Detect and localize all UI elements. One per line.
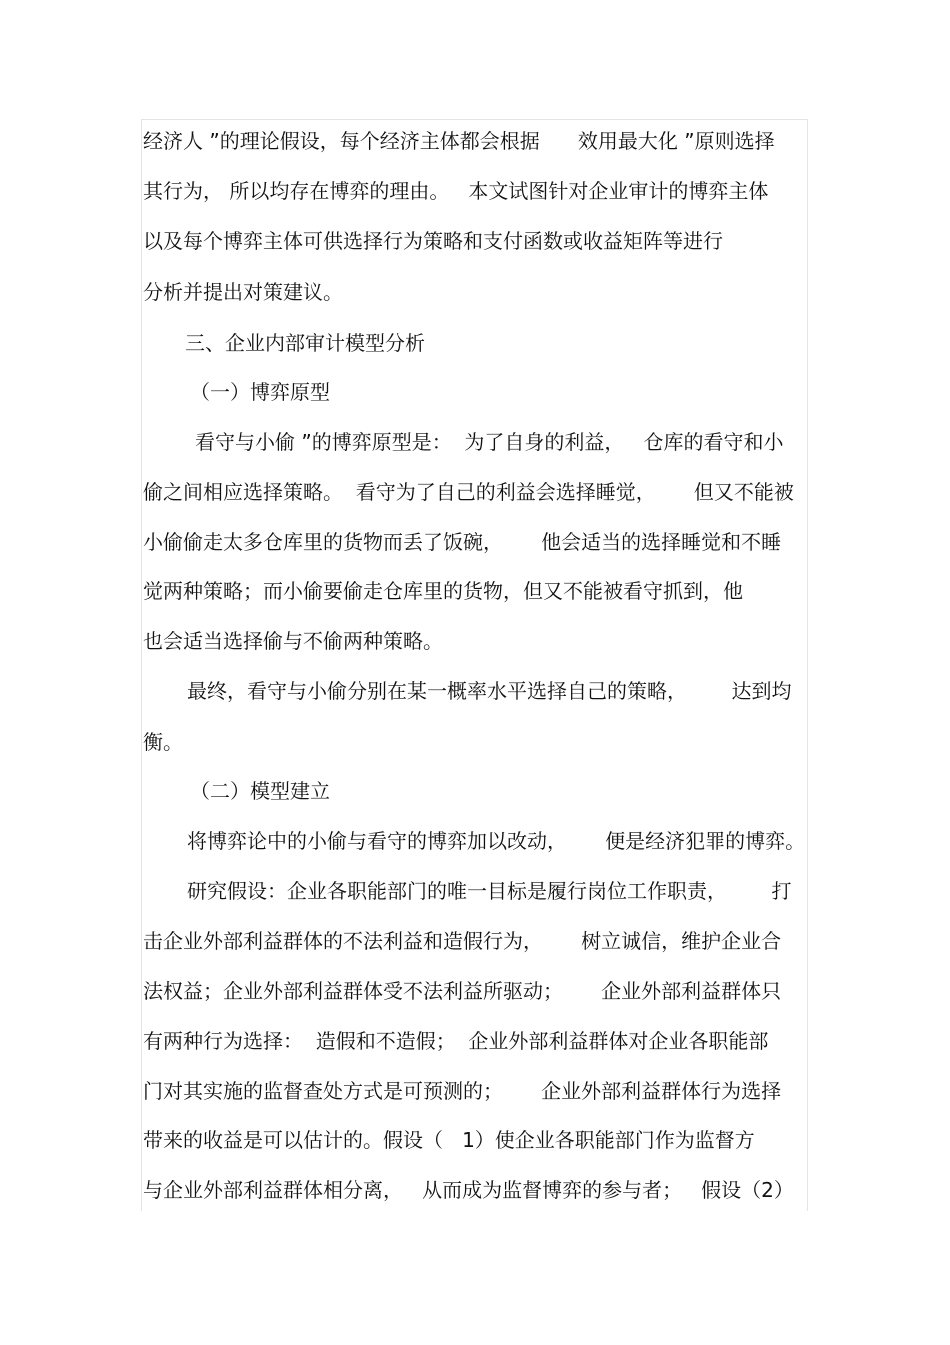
text-line: 觉两种策略；而小偷要偷走仓库里的货物，但又不能被看守抓到，他 [143, 579, 743, 603]
text-line: 最终，看守与小偷分别在某一概率水平选择自己的策略， 达到均 [187, 679, 792, 703]
text-line: 与企业外部利益群体相分离， 从而成为监督博弈的参与者； 假设（2） [143, 1178, 794, 1202]
text-line: 衡。 [143, 730, 183, 754]
text-line: 也会适当选择偷与不偷两种策略。 [143, 629, 443, 653]
text-line: 将博弈论中的小偷与看守的博弈加以改动， 便是经济犯罪的博弈。 [187, 829, 806, 853]
text-line: 小偷偷走太多仓库里的货物而丢了饭碗， 他会适当的选择睡觉和不睡 [143, 530, 782, 554]
text-line: 看守与小偷 ”的博弈原型是： 为了自身的利益， 仓库的看守和小 [195, 430, 784, 454]
page-frame-top [141, 119, 808, 120]
text-line: 击企业外部利益群体的不法利益和造假行为， 树立诚信，维护企业合 [143, 929, 782, 953]
text-line: 分析并提出对策建议。 [143, 280, 343, 304]
text-line: 偷之间相应选择策略。 看守为了自己的利益会选择睡觉， 但又不能被 [143, 480, 794, 504]
subsection-heading: （二）模型建立 [190, 779, 330, 803]
text-line: 其行为， 所以均存在博弈的理由。 本文试图针对企业审计的博弈主体 [143, 179, 769, 203]
subsection-heading: （一）博弈原型 [190, 380, 330, 404]
text-line: 以及每个博弈主体可供选择行为策略和支付函数或收益矩阵等进行 [143, 229, 723, 253]
text-line: 带来的收益是可以估计的。假设（ 1）使企业各职能部门作为监督方 [143, 1128, 755, 1152]
page-frame-left [141, 119, 142, 1211]
text-line: 门对其实施的监督查处方式是可预测的； 企业外部利益群体行为选择 [143, 1079, 782, 1103]
text-line: 法权益；企业外部利益群体受不法利益所驱动； 企业外部利益群体只 [143, 979, 782, 1003]
section-heading: 三、企业内部审计模型分析 [185, 331, 425, 355]
text-line: 有两种行为选择： 造假和不造假； 企业外部利益群体对企业各职能部 [143, 1029, 769, 1053]
page-frame-right [807, 119, 808, 1211]
text-line: 经济人 ”的理论假设，每个经济主体都会根据 效用最大化 ”原则选择 [143, 129, 775, 153]
text-line: 研究假设：企业各职能部门的唯一目标是履行岗位工作职责， 打 [187, 879, 792, 903]
